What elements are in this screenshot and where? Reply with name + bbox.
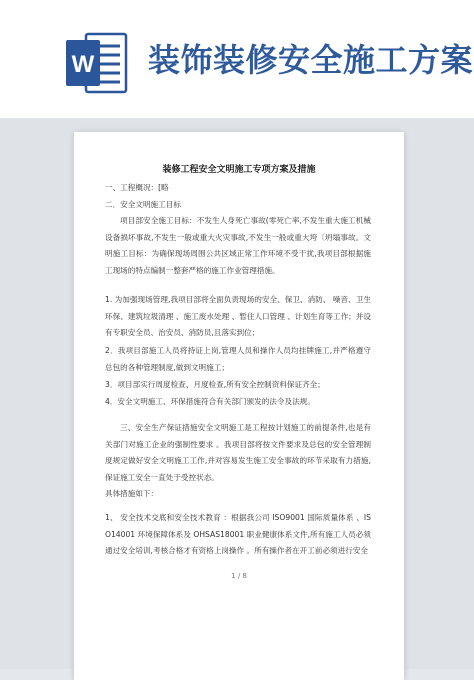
measure-item-1: 1、 安全技术交底和安全技术教育 ：根据我公司 ISO9001 国际质量体系 、ISO14001 环境保障体系及 OHSAS18001 职业健康体系文件,所有施工人员必须通过安全培训,考核合格才有资格上岗操作 。所有操作者在开工前必须进行安全: [105, 513, 371, 556]
goals-paragraph: 项目部安全施工目标：不发生人身死亡事故(零死亡率,不发生重大施工机械设备损坏事故,不发生一般或重大火灾事故,不发生一般或重大垮〔坍塌事故。文明施工目标：为确保现场周围公共区域正常工作环境不受干扰,我项目部根据施工现场的特点编制一整套严格的施工作业管理措施。: [105, 216, 371, 276]
section-goals-heading: 二．安全文明施工目标: [105, 200, 181, 209]
banner: [0, 0, 474, 118]
word-logo-letter: W: [71, 51, 95, 78]
list-item-4: 4．安全文明施工、环保措施符合有关部门颁发的法令及法规。: [105, 397, 315, 406]
list-item-2: 2．我项目部施工人员将持证上岗,管理人员和操作人员均挂牌施工,并严格遵守总包的各种管理制度,做到文明施工；: [105, 346, 371, 372]
measures-heading: 具体措施如下：: [105, 489, 159, 498]
document-page: [74, 132, 404, 680]
section-overview: 一、工程概况：[略: [105, 183, 169, 192]
document-title: 装修工程安全文明施工专项方案及措施: [162, 165, 316, 175]
banner-title: 装饰装修安全施工方案: [148, 41, 474, 79]
list-item-3: 3．项目部实行周度检查、月度检查,所有安全控制资料保证齐全；: [105, 380, 325, 389]
page-number: 1 / 8: [231, 572, 247, 580]
word-document-icon: [66, 30, 128, 96]
list-item-1: 1. 为加强现场管理,我项目部将全面负责现场的安全、保卫、消防、 噪音、卫生环保、建筑垃圾清理 、施工废水处理 、暂住人口管理 、计划生育等工作；并设有专职安全员、治安员、消防员,且落实到位；: [105, 295, 371, 338]
safety-measures-paragraph: 三、安全生产保证措施安全文明施工是工程按计划施工的前提条件,也是有关部门对施工企业的强制性要求 。我项目部将按文件要求及总包的安全管理制度规定做好安全文明施工工作,并对容易发生施工安全事故的环节采取有力措施,保证施工安全一直处于受控状态。: [105, 423, 371, 483]
